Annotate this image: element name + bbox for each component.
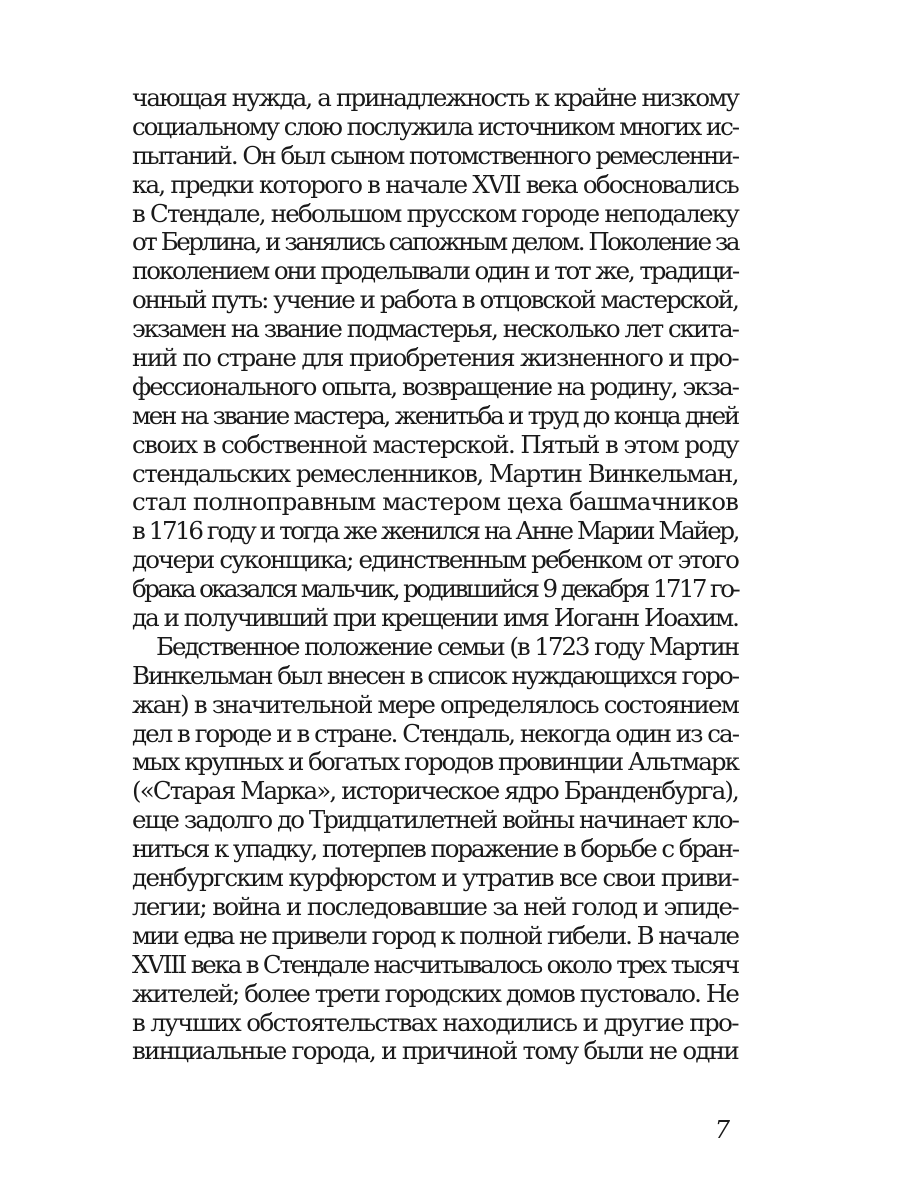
text-line: своих в собственной мастерской. Пятый в этом роду: [132, 429, 738, 459]
text-line: брака оказался мальчик, родившийся 9 декабря 1717 го-: [132, 574, 738, 604]
text-line: да и получивший при крещении имя Иоганн Иоахим.: [132, 603, 738, 633]
text-line: фессионального опыта, возвращение на родину, экза-: [132, 371, 738, 401]
text-line: социальному слою послужила источником многих ис-: [132, 111, 738, 141]
text-line: поколением они проделывали один и тот же, традици-: [132, 256, 738, 286]
text-line: дочери суконщика; единственным ребенком от этого: [132, 545, 738, 575]
text-line: легии; война и последовавшие за ней голод и эпиде-: [132, 891, 738, 921]
text-line: винциальные города, и причиной тому были не одни: [132, 1036, 738, 1066]
text-line: ниться к упадку, потерпев поражение в борьбе с бран-: [132, 834, 738, 864]
text-line: онный путь: учение и работа в отцовской мастерской,: [132, 285, 738, 315]
text-line: мии едва не привели город к полной гибели. В начале: [132, 920, 738, 950]
text-line: стал полноправным мастером цеха башмачников: [132, 487, 738, 517]
text-line: («Старая Марка», историческое ядро Бранденбурга),: [132, 776, 738, 806]
text-line: Винкельман был внесен в список нуждающихся горо-: [132, 660, 738, 690]
text-line: пытаний. Он был сыном потомственного ремесленни-: [132, 140, 738, 170]
text-line: от Берлина, и занялись сапожным делом. Поколение за: [132, 227, 738, 257]
text-line: в Стендале, небольшом прусском городе неподалеку: [132, 198, 738, 228]
text-line: еще задолго до Тридцатилетней войны начинает кло-: [132, 805, 738, 835]
text-line: в 1716 году и тогда же женился на Анне Марии Майер,: [132, 516, 738, 546]
paragraph-2: [132, 633, 738, 1066]
paragraph-1: [132, 84, 738, 633]
text-line: XVIII века в Стендале насчитывалось около трех тысяч: [132, 949, 738, 979]
text-line: денбургским курфюрстом и утратив все свои приви-: [132, 863, 738, 893]
text-line: в лучших обстоятельствах находились и другие про-: [132, 1007, 738, 1037]
text-line: дел в городе и в стране. Стендаль, некогда один из са-: [132, 718, 738, 748]
text-line: ка, предки которого в начале XVII века обосновались: [132, 169, 738, 199]
text-line: жан) в значительной мере определялось состоянием: [132, 689, 738, 719]
text-line: Бедственное положение семьи (в 1723 году Мартин: [156, 631, 738, 661]
text-line: стендальских ремесленников, Мартин Винкельман,: [132, 458, 738, 488]
page-number: 7: [714, 1116, 730, 1144]
text-line: жителей; более трети городских домов пустовало. Не: [132, 978, 738, 1008]
text-line: экзамен на звание подмастерья, несколько лет скита-: [132, 314, 738, 344]
text-line: чающая нужда, а принадлежность к крайне низкому: [132, 83, 738, 112]
text-line: мен на звание мастера, женитьба и труд до конца дней: [132, 400, 738, 430]
text-line: мых крупных и богатых городов провинции Альтмарк: [132, 747, 738, 777]
text-line: ний по стране для приобретения жизненного и про-: [132, 343, 738, 373]
body-text: [132, 84, 738, 1066]
